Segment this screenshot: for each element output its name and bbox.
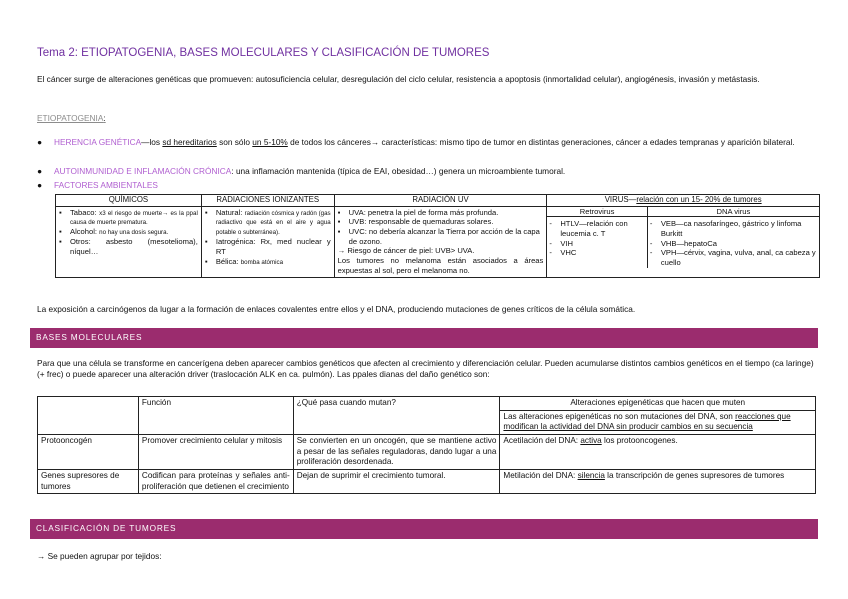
row-funcion: Promover crecimiento celular y mitosis xyxy=(138,434,293,469)
list-item: - VHB—hepatoCa xyxy=(650,239,817,249)
dna-virus-list-cell xyxy=(647,217,819,268)
bullet-dot: ● xyxy=(37,137,43,147)
genes-table xyxy=(37,396,816,494)
header-epigeneticas: Alteraciones epigenéticas que hacen que muten xyxy=(500,397,816,411)
list-item: ▪ Bélica: bomba atómica xyxy=(205,257,331,267)
factors-body-row xyxy=(56,206,820,277)
row-epigenetica: Metilación del DNA: silencia la transcripción de genes supresores de tumores xyxy=(500,469,816,493)
virus-cell xyxy=(547,206,820,277)
table-row xyxy=(38,469,816,493)
header-quimicos: QUÍMICOS xyxy=(56,195,202,207)
table-row xyxy=(38,434,816,469)
epigenetic-note: Las alteraciones epigenéticas no son mutaciones del DNA, son reacciones que modifican la actividad del DNA sin producir cambios en su secuencia xyxy=(500,410,816,434)
factors-table xyxy=(55,194,820,278)
list-item: - HTLV—relación con leucemia c. T xyxy=(549,219,645,238)
exposure-paragraph: La exposición a carcinógenos da lugar a la formación de enlaces covalentes entre ellos y el DNA, produciendo mutaciones de genes críticos de la célula somática. xyxy=(37,304,636,314)
retrovirus-header: Retrovirus xyxy=(547,207,647,217)
factores-label: FACTORES AMBIENTALES xyxy=(54,180,158,190)
header-mutan: ¿Qué pasa cuando mutan? xyxy=(293,397,500,435)
section-band-bases: BASES MOLECULARES xyxy=(30,328,818,348)
list-item: - VHC xyxy=(549,248,645,258)
section-band-clasificacion: CLASIFICACIÓN DE TUMORES xyxy=(30,519,818,539)
bases-paragraph: Para que una célula se transforme en cancerígena deben aparecer cambios genéticos que afecten al crecimiento y diferenciación celular. Pueden acumularse distintos cambios genéticos en el tiempo (ca laringe) (+ frec) o puede aparecer una alteración driver (traslocación ALK en ca. pulmón). Las ppales dianas del daño genético son: xyxy=(37,358,814,380)
autoinmunidad-label: AUTOINMUNIDAD E INFLAMACIÓN CRÓNICA xyxy=(54,166,232,176)
retrovirus-list-cell xyxy=(547,217,647,268)
document-page: Tema 2: ETIOPATOGENIA, BASES MOLECULARES Y CLASIFICACIÓN DE TUMORES El cáncer surge de alteraciones genéticas que promueven: autosuficiencia celular, desregulación del ciclo celular, resistencia a apoptosis (inmortalidad celular), angiogénesis, invasión y metástasis. ETIOPATOGENIA: ● HERENCIA GENÉTICA—los sd hereditarios son sólo un 5-10% de todos los cánceres→ características: mismo tipo de tumor en distintas generaciones, cáncer a edades tempranas y aparición bilateral. ● AUTOINMUNIDAD E INFLAMACIÓN CRÓNICA: una inflamación mantenida (típica de EAI, obesidad…) genera un microambiente tumoral. ● FACTORES AMBIENTALES QUÍMICOS RADIACIONES IONIZANTES RADIACIÓN UV VIRUS—relación con un 15- 20% de tumores ▪ Tabaco: x3 el riesgo de muerte→ es la ppal causa de muerte prematura. ▪ Alcohol: no hay una dosis segura. ▪ Otros: asbesto (mesotelioma), níquel… ▪ Natural: radiación cósmica y radón (gas radiactivo que está en el aire y agua potable o subterránea). ▪ Iatrogénica: Rx, med nuclear y RT ▪ Bélica: bomba atómica ▪ UVA: penetra la piel de forma más profunda. ▪ UVB: responsable de quemaduras solares. ▪ UVC: no debería alcanzar la Tierra por acción de la capa de ozono. → Riesgo de cáncer de piel: UVB> UVA. Los tumores no melanoma están asociados a áreas expuestas al sol, pero el melanoma no. Retrovirus DNA virus - HTLV—relación con leucemia c. T - VIH - VHC - VEB—ca nasofaríngeo, gástrico y linfoma Burkitt - VHB—hepatoCa - VPH—cérvix, vagina, vulva, anal, ca cabeza y cuello La exposición a carcinógenos da lugar a la formación de enlaces covalentes entre ellos y el DNA, produciendo mutaciones de genes críticos de la célula somática. BASES MOLECULARES Para que una célula se transforme en cancerígena deben aparecer cambios genéticos que afecten al crecimiento y diferenciación celular. Pueden acumularse distintos cambios genéticos en el tiempo (ca laringe) (+ frec) o puede aparecer una alteración driver (traslocación ALK en ca. pulmón). Las ppales dianas del daño genético son: Función ¿Qué pasa cuando mutan? Alteraciones epigenéticas que hacen que muten Las alteraciones epigenéticas no son mutaciones del DNA, son reacciones que modifican la actividad del DNA sin producir cambios en su secuencia Protooncogén Promover crecimiento celular y mitosis Se convierten en un oncogén, que se mantiene activo a pesar de las señales reguladoras, dando lugar a una proliferación desordenada. Acetilación del DNA: activa los protooncogenes. Genes supresores de tumores Codifican para proteínas y señales anti-proliferación que detienen el crecimiento Dejan de suprimir el crecimiento tumoral. Metilación del DNA: silencia la transcripción de genes supresores de tumores CLASIFICACIÓN DE TUMORES → Se pueden agrupar por tejidos: xyxy=(0,0,848,599)
row-name: Protooncogén xyxy=(38,434,139,469)
intro-paragraph: El cáncer surge de alteraciones genéticas que promueven: autosuficiencia celular, desregulación del ciclo celular, resistencia a apoptosis (inmortalidad celular), angiogénesis, invasión y metástasis. xyxy=(37,74,760,84)
clasificacion-paragraph: → Se pueden agrupar por tejidos: xyxy=(37,551,162,561)
genes-header-row xyxy=(38,397,816,411)
factors-header-row xyxy=(56,195,820,207)
header-uv: RADIACIÓN UV xyxy=(334,195,547,207)
etiopatogenia-heading: ETIOPATOGENIA: xyxy=(37,113,106,123)
row-epigenetica: Acetilación del DNA: activa los protooncogenes. xyxy=(500,434,816,469)
list-item: ▪ Natural: radiación cósmica y radón (gas radiactivo que está en el aire y agua potable o subterránea). xyxy=(205,208,331,238)
list-item: ▪ Alcohol: no hay una dosis segura. xyxy=(59,227,198,237)
dna-virus-header: DNA virus xyxy=(647,207,819,217)
list-item: ▪ Iatrogénica: Rx, med nuclear y RT xyxy=(205,237,331,256)
list-item: - VPH—cérvix, vagina, vulva, anal, ca cabeza y cuello xyxy=(650,248,817,267)
list-item: ▪ Otros: asbesto (mesotelioma), níquel… xyxy=(59,237,198,256)
quimicos-cell xyxy=(56,206,202,277)
virus-inner-table xyxy=(547,207,819,268)
bullet-dot: ● xyxy=(37,180,43,190)
header-ionizantes: RADIACIONES IONIZANTES xyxy=(201,195,334,207)
row-mutan: Dejan de suprimir el crecimiento tumoral. xyxy=(293,469,500,493)
ionizantes-cell xyxy=(201,206,334,277)
uv-melanoma: Los tumores no melanoma están asociados a áreas expuestas al sol, pero el melanoma no. xyxy=(337,256,544,275)
row-mutan: Se convierten en un oncogén, que se mantiene activo a pesar de las señales reguladoras, dando lugar a una proliferación desordenada. xyxy=(293,434,500,469)
row-name: Genes supresores de tumores xyxy=(38,469,139,493)
header-virus: VIRUS—relación con un 15- 20% de tumores xyxy=(547,195,820,207)
list-item: - VEB—ca nasofaríngeo, gástrico y linfoma Burkitt xyxy=(650,219,817,238)
page-title: Tema 2: ETIOPATOGENIA, BASES MOLECULARES Y CLASIFICACIÓN DE TUMORES xyxy=(37,47,490,59)
list-item: ▪ Tabaco: x3 el riesgo de muerte→ es la ppal causa de muerte prematura. xyxy=(59,208,198,228)
list-item: ▪ UVC: no debería alcanzar la Tierra por acción de la capa de ozono. xyxy=(338,227,544,246)
herencia-label: HERENCIA GENÉTICA xyxy=(54,137,142,147)
list-item: ▪ UVA: penetra la piel de forma más profunda. xyxy=(338,208,544,218)
list-item: ▪ UVB: responsable de quemaduras solares. xyxy=(338,217,544,227)
uv-cell xyxy=(334,206,547,277)
list-item: - VIH xyxy=(549,239,645,249)
row-funcion: Codifican para proteínas y señales anti-proliferación que detienen el crecimiento xyxy=(138,469,293,493)
uv-riesgo: → Riesgo de cáncer de piel: UVB> UVA. xyxy=(337,246,475,256)
header-funcion: Función xyxy=(138,397,293,435)
bullet-dot: ● xyxy=(37,166,43,176)
